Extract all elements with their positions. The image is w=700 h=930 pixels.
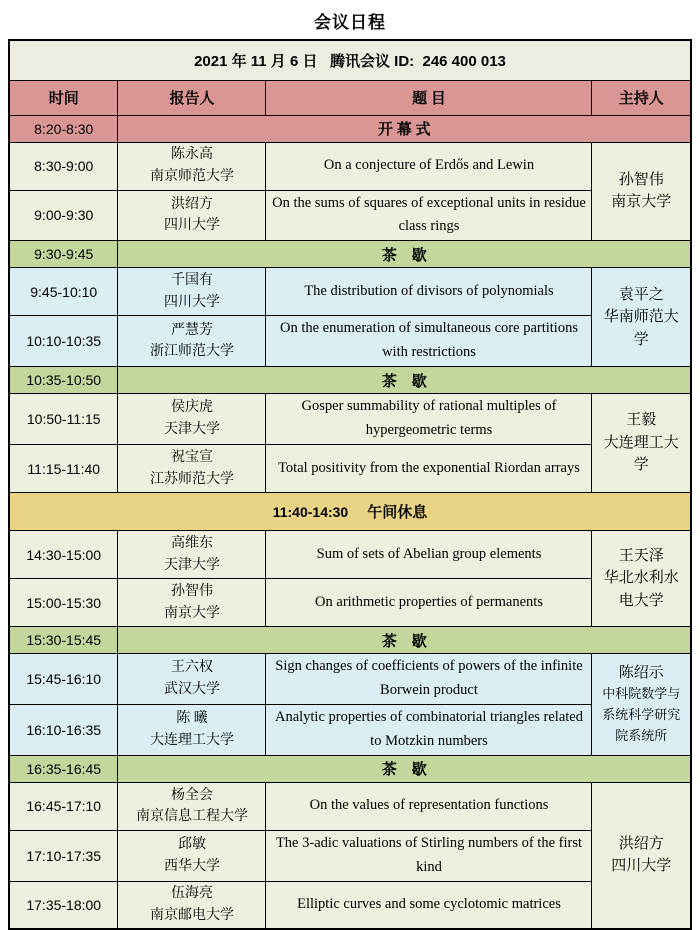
chair-name: 孙智伟 xyxy=(618,171,664,188)
talk-title-cell: On the enumeration of simultaneous core partitions with restrictions xyxy=(266,316,592,367)
speaker-cell xyxy=(118,394,266,445)
opening-label: 开 幕 式 xyxy=(118,115,691,142)
time-cell: 17:35-18:00 xyxy=(9,881,118,929)
time-cell: 10:50-11:15 xyxy=(9,394,118,445)
tea-break-label: 茶 歇 xyxy=(118,627,691,654)
speaker-name: 陈永高 xyxy=(170,147,213,163)
time-cell: 10:10-10:35 xyxy=(9,316,118,367)
opening-row xyxy=(9,115,691,142)
talk-title-cell: Sum of sets of Abelian group elements xyxy=(266,531,592,579)
talk-row xyxy=(9,445,691,493)
speaker-name: 严慧芳 xyxy=(170,322,213,338)
chair-cell xyxy=(592,142,691,241)
time-cell: 11:15-11:40 xyxy=(9,445,118,493)
talk-row xyxy=(9,830,691,881)
speaker-affiliation: 南京大学 xyxy=(163,605,220,621)
talk-title-cell: Gosper summability of rational multiples of hypergeometric terms xyxy=(266,394,592,445)
speaker-affiliation: 大连理工大学 xyxy=(149,732,234,748)
time-cell: 16:10-16:35 xyxy=(9,704,118,755)
talk-title-cell: The 3-adic valuations of Stirling numbers of the first kind xyxy=(266,830,592,881)
speaker-name: 陈 曦 xyxy=(176,711,208,727)
time-cell: 15:00-15:30 xyxy=(9,579,118,627)
speaker-cell xyxy=(118,268,266,316)
talk-title-cell: The distribution of divisors of polynomials xyxy=(266,268,592,316)
speaker-name: 侯庆虎 xyxy=(170,400,213,416)
talk-row xyxy=(9,531,691,579)
time-cell: 9:30-9:45 xyxy=(9,241,118,268)
speaker-affiliation: 四川大学 xyxy=(163,294,220,310)
chair-name: 袁平之 xyxy=(618,286,664,303)
speaker-affiliation: 南京师范大学 xyxy=(149,169,234,184)
speaker-cell xyxy=(118,531,266,579)
talk-row xyxy=(9,142,691,190)
tea-break-label: 茶 歇 xyxy=(118,367,691,394)
talk-row xyxy=(9,579,691,627)
time-cell: 9:45-10:10 xyxy=(9,268,118,316)
schedule-table xyxy=(8,39,692,930)
speaker-cell xyxy=(118,316,266,367)
chair-name: 王天泽 xyxy=(618,547,664,564)
talk-title-cell: On arithmetic properties of permanents xyxy=(266,579,592,627)
tea-break-row xyxy=(9,241,691,268)
talk-row xyxy=(9,654,691,705)
speaker-name: 邱敏 xyxy=(177,836,206,852)
time-cell: 9:00-9:30 xyxy=(9,190,118,241)
talk-title-cell: On the values of representation functions xyxy=(266,782,592,830)
time-cell: 16:45-17:10 xyxy=(9,782,118,830)
talk-row xyxy=(9,316,691,367)
tea-break-row xyxy=(9,755,691,782)
chair-affiliation: 中科院数学与系统科学研究院系统所 xyxy=(602,686,681,744)
column-header-chair: 主持人 xyxy=(592,80,691,115)
time-cell: 15:30-15:45 xyxy=(9,627,118,654)
speaker-cell xyxy=(118,654,266,705)
speaker-cell xyxy=(118,881,266,929)
time-cell: 10:35-10:50 xyxy=(9,367,118,394)
chair-cell xyxy=(592,394,691,493)
speaker-name: 王六权 xyxy=(170,660,213,676)
speaker-affiliation: 武汉大学 xyxy=(163,681,220,697)
speaker-affiliation: 浙江师范大学 xyxy=(149,344,234,360)
chair-cell xyxy=(592,268,691,367)
time-cell: 14:30-15:00 xyxy=(9,531,118,579)
speaker-affiliation: 四川大学 xyxy=(163,218,220,234)
speaker-name: 祝宝宣 xyxy=(170,449,213,465)
talk-title-cell: Total positivity from the exponential Riordan arrays xyxy=(266,445,592,493)
speaker-cell xyxy=(118,445,266,493)
talk-row xyxy=(9,704,691,755)
chair-cell xyxy=(592,531,691,627)
talk-title-cell: Analytic properties of combinatorial triangles related to Motzkin numbers xyxy=(266,704,592,755)
lunch-break-row xyxy=(9,493,691,531)
page-title: 会议日程 xyxy=(314,13,386,32)
speaker-cell xyxy=(118,782,266,830)
speaker-cell xyxy=(118,142,266,190)
chair-cell xyxy=(592,782,691,929)
talk-title-cell: On the sums of squares of exceptional units in residue class rings xyxy=(266,190,592,241)
time-cell: 16:35-16:45 xyxy=(9,755,118,782)
chair-name: 陈绍示 xyxy=(618,664,664,681)
lunch-break-cell xyxy=(9,493,691,531)
speaker-affiliation: 天津大学 xyxy=(163,557,220,573)
header-row xyxy=(9,80,691,115)
speaker-affiliation: 西华大学 xyxy=(163,858,220,874)
speaker-name: 杨全会 xyxy=(170,787,213,803)
chair-affiliation: 南京大学 xyxy=(611,194,672,211)
meeting-banner: 2021 年 11 月 6 日 腾讯会议 ID: 246 400 013 xyxy=(9,40,691,80)
talk-title-cell: Sign changes of coefficients of powers of the infinite Borwein product xyxy=(266,654,592,705)
chair-affiliation: 华北水利水电大学 xyxy=(603,570,679,609)
talk-row xyxy=(9,394,691,445)
speaker-name: 洪绍方 xyxy=(170,196,213,212)
chair-affiliation: 大连理工大学 xyxy=(603,434,679,474)
chair-name: 洪绍方 xyxy=(618,835,664,852)
speaker-cell xyxy=(118,190,266,241)
tea-break-label: 茶 歇 xyxy=(118,241,691,268)
column-header-speaker: 报告人 xyxy=(118,80,266,115)
speaker-cell xyxy=(118,579,266,627)
talk-title-cell: On a conjecture of Erdős and Lewin xyxy=(266,142,592,190)
speaker-affiliation: 南京信息工程大学 xyxy=(135,809,248,825)
talk-row xyxy=(9,881,691,929)
chair-cell xyxy=(592,654,691,756)
time-cell: 15:45-16:10 xyxy=(9,654,118,705)
speaker-cell xyxy=(118,830,266,881)
speaker-name: 千国有 xyxy=(170,273,213,289)
talk-row xyxy=(9,190,691,241)
speaker-name: 高维东 xyxy=(170,535,213,551)
tea-break-label: 茶 歇 xyxy=(118,755,691,782)
time-cell: 8:20-8:30 xyxy=(9,115,118,142)
speaker-affiliation: 天津大学 xyxy=(163,422,220,438)
talk-row xyxy=(9,268,691,316)
chair-name: 王毅 xyxy=(626,412,657,429)
talk-row xyxy=(9,782,691,830)
tea-break-row xyxy=(9,367,691,394)
chair-affiliation: 华南师范大学 xyxy=(603,309,679,348)
tea-break-row xyxy=(9,627,691,654)
banner-row xyxy=(9,40,691,80)
speaker-name: 伍海亮 xyxy=(170,886,213,902)
chair-affiliation: 四川大学 xyxy=(611,858,672,875)
column-header-title: 题 目 xyxy=(266,80,592,115)
talk-title-cell: Elliptic curves and some cyclotomic matrices xyxy=(266,881,592,929)
time-cell: 8:30-9:00 xyxy=(9,142,118,190)
speaker-name: 孙智伟 xyxy=(170,583,213,599)
speaker-cell xyxy=(118,704,266,755)
column-header-time: 时间 xyxy=(9,80,118,115)
lunch-time: 11:40-14:30 xyxy=(272,504,349,521)
speaker-affiliation: 江苏师范大学 xyxy=(149,471,234,487)
time-cell: 17:10-17:35 xyxy=(9,830,118,881)
speaker-affiliation: 南京邮电大学 xyxy=(149,907,234,923)
lunch-label: 午间休息 xyxy=(367,505,428,522)
